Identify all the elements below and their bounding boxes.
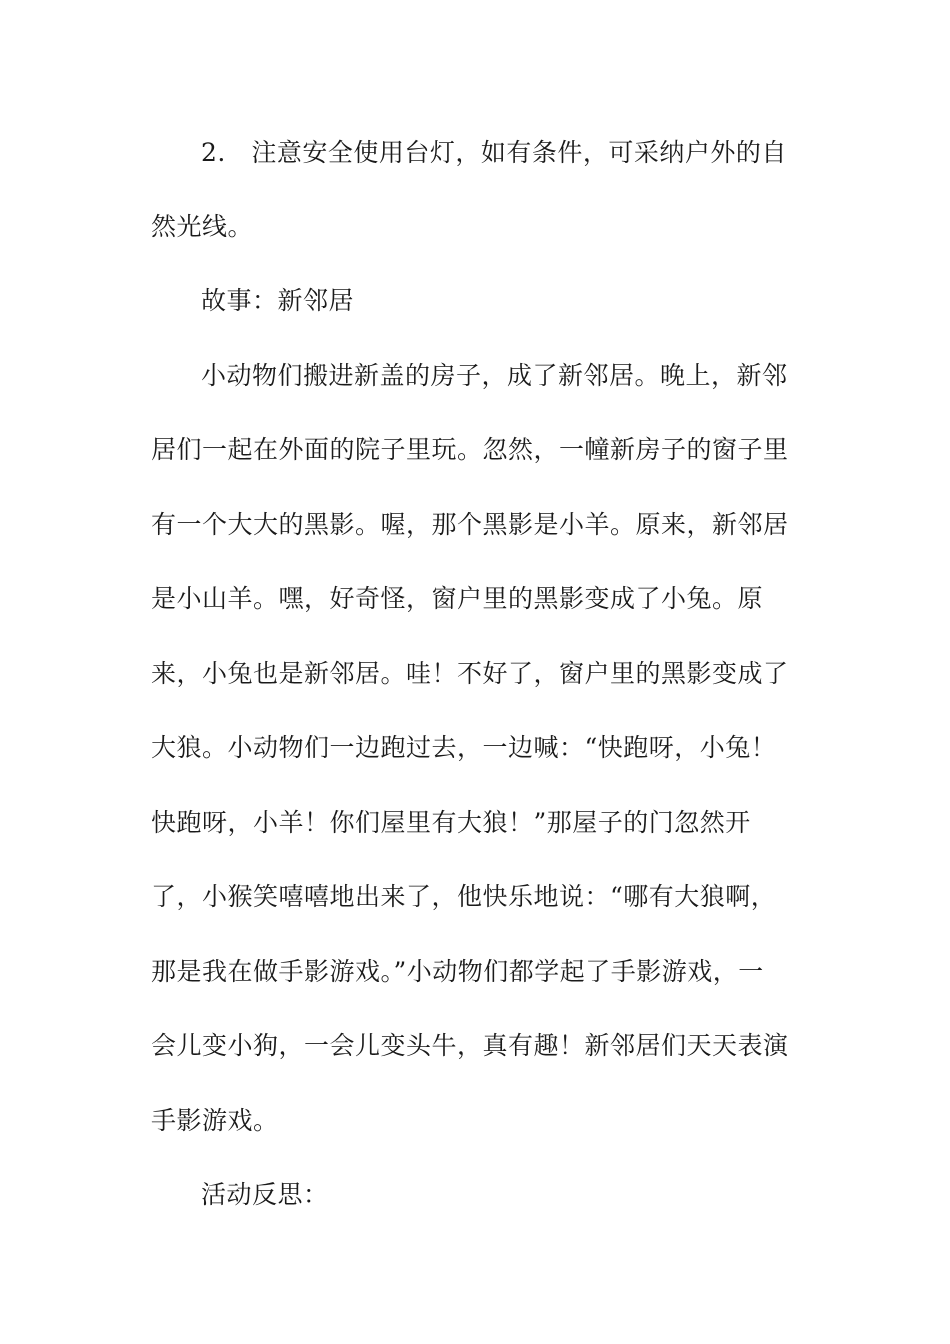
paragraph-line: 手影游戏。 xyxy=(151,1106,279,1135)
paragraph-line: 会儿变小狗，一会儿变头牛，真有趣！新邻居们天天表演 xyxy=(151,1031,789,1060)
paragraph-line: 2. 注意安全使用台灯，如有条件，可采纳户外的自 xyxy=(201,138,787,167)
paragraph-line: 是小山羊。嘿，好奇怪，窗户里的黑影变成了小兔。原 xyxy=(151,584,764,613)
paragraph-line: 有一个大大的黑影。喔，那个黑影是小羊。原来，新邻居 xyxy=(151,510,789,539)
paragraph-line: 居们一起在外面的院子里玩。忽然，一幢新房子的窗子里 xyxy=(151,435,789,464)
paragraph-line: 来，小兔也是新邻居。哇！不好了，窗户里的黑影变成了 xyxy=(151,659,789,688)
paragraph-line: 大狼。小动物们一边跑过去，一边喊：“快跑呀，小兔！ xyxy=(151,733,777,762)
paragraph-line: 然光线。 xyxy=(151,212,254,241)
section-heading: 活动反思： xyxy=(201,1180,329,1209)
paragraph-line: 了，小猴笑嘻嘻地出来了，他快乐地说：“哪有大狼啊， xyxy=(151,882,777,911)
paragraph-line: 快跑呀，小羊！你们屋里有大狼！”那屋子的门忽然开 xyxy=(151,808,751,837)
paragraph-line: 那是我在做手影游戏。”小动物们都学起了手影游戏，一 xyxy=(151,957,764,986)
section-heading: 故事：新邻居 xyxy=(201,286,355,315)
paragraph-line: 小动物们搬进新盖的房子，成了新邻居。晚上，新邻 xyxy=(201,361,788,390)
